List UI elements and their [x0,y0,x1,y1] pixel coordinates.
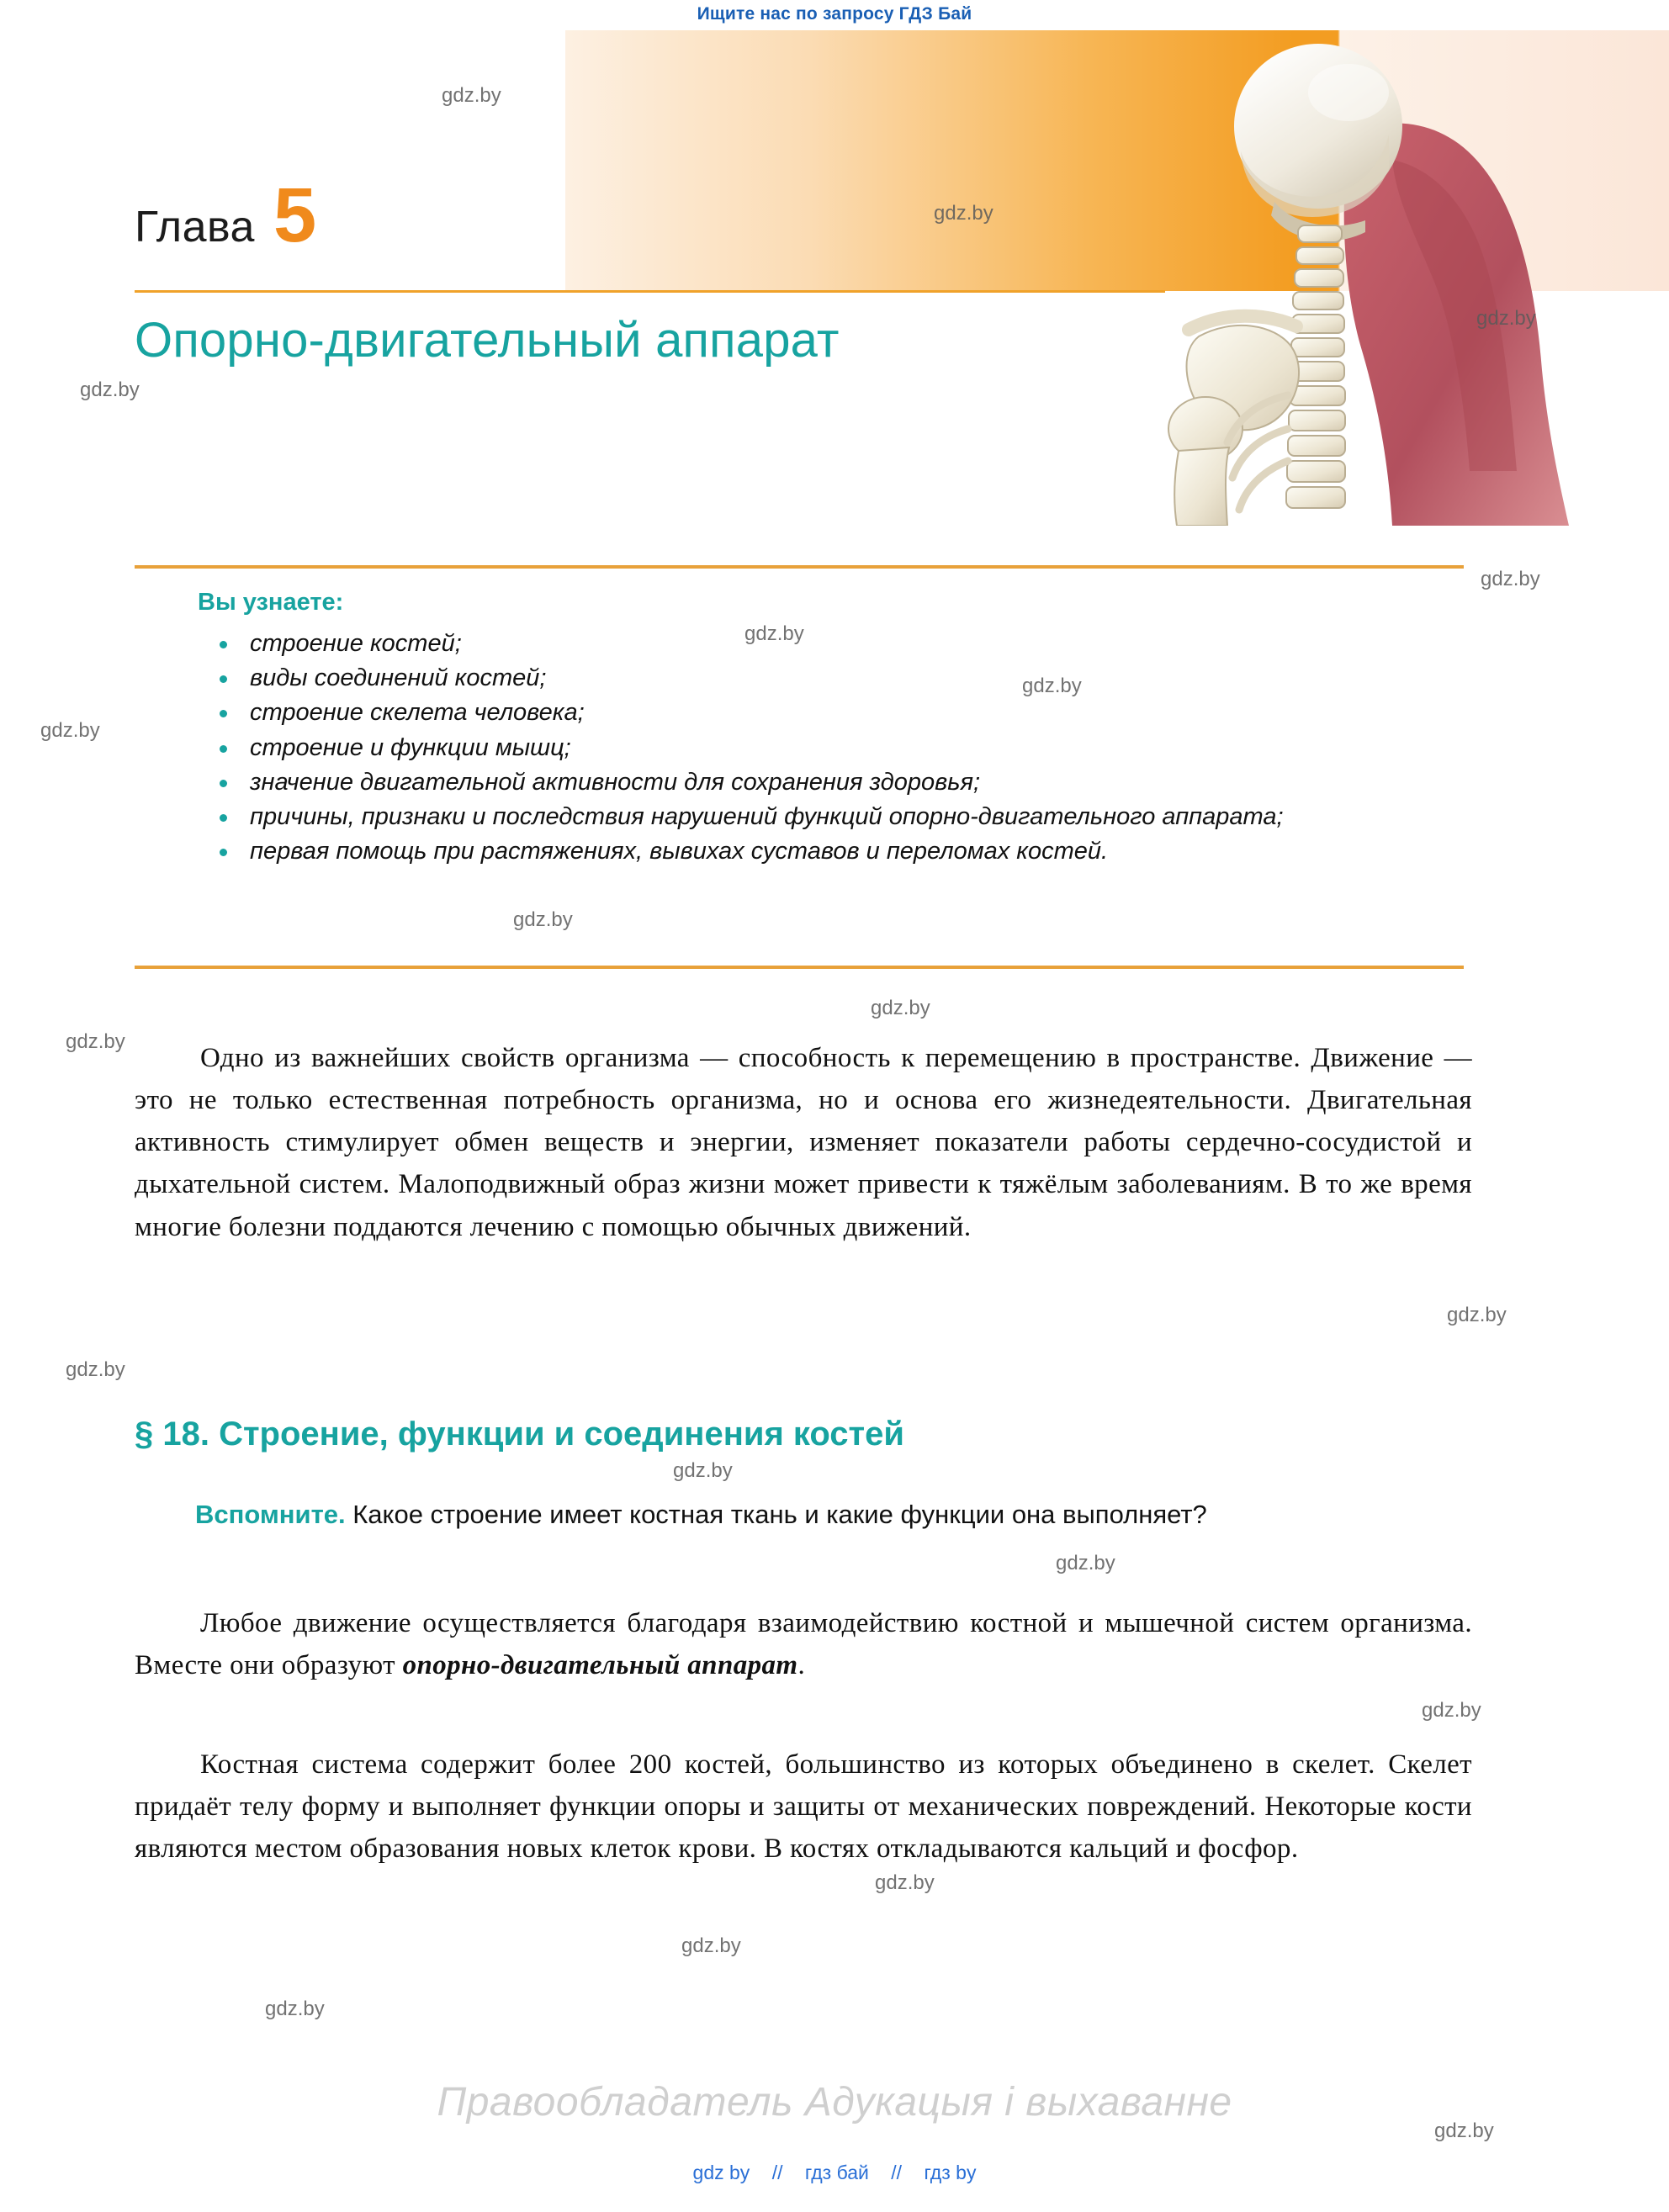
list-item: строение и функции мышц; [198,731,1468,765]
know-box-top-rule [135,565,1464,569]
search-prompt-banner: Ищите нас по запросу ГДЗ Бай [697,4,972,24]
copyright-footer: Правообладатель Адукацыя і выхаванне [437,2080,1232,2125]
know-box [198,589,1468,869]
section-heading: § 18. Строение, функции и соединения костей [135,1416,904,1453]
watermark: gdz.by [1056,1552,1115,1574]
watermark: gdz.by [934,202,993,225]
footer-separator-2: // [891,2162,903,2183]
footer-separator-1: // [771,2162,783,2183]
watermark: gdz.by [1422,1699,1481,1722]
body-paragraph-3: Костная система содержит более 200 костей, большинство из которых объединено в скелет. Скелет придаёт телу форму и выполняет функции опоры и защиты от механических повреждений. Некоторые кости являются местом образования новых клеток крови. В костях откладываются кальций и фосфор. [135,1749,1472,1865]
list-item: первая помощь при растяжениях, вывихах суставов и переломах костей. [198,834,1468,869]
chapter-heading [135,172,1161,258]
watermark: gdz.by [265,1998,325,2020]
watermark: gdz.by [1022,675,1082,697]
footer-links [0,2162,1669,2184]
know-box-title: Вы узнаете: [198,589,344,616]
intro-paragraph: Одно из важнейших свойств организма — способность к перемещению в пространстве. Движение — это не только естественная потребность организма, но и основа его жизнедеятельности. Двигательная активность стимулирует обмен веществ и энергии, изменяет показатели работы сердечно-сосудистой и дыхательной систем. Малоподвижный образ жизни может привести к тяжёлым заболеваниям. В то же время многие болезни поддаются лечению с помощью обычных движений. [135,1043,1472,1242]
watermark: gdz.by [681,1934,741,1957]
chapter-title: Опорно-двигательный аппарат [135,313,840,368]
watermark: gdz.by [513,908,573,931]
chapter-label: Глава [135,203,255,251]
footer-link-1[interactable]: gdz by [692,2162,750,2183]
watermark: gdz.by [744,622,804,645]
list-item: значение двигательной активности для сохранения здоровья; [198,765,1468,800]
term-musculoskeletal-system: опорно-двигательный аппарат [402,1650,798,1681]
watermark: gdz.by [442,84,501,107]
paragraph-2-text-a: Любое движение осуществляется благодаря взаимодействию костной и мышечной систем организма. Вместе они образуют [135,1608,1472,1681]
list-item: виды соединений костей; [198,661,1468,696]
recall-paragraph [135,1496,1472,1534]
recall-text: Какое строение имеет костная ткань и какие функции она выполняет? [345,1500,1207,1529]
footer-link-3[interactable]: гдз by [924,2162,977,2183]
watermark: gdz.by [1481,568,1540,590]
watermark: gdz.by [875,1871,935,1894]
watermark: gdz.by [1447,1304,1507,1326]
recall-label: Вспомните. [195,1500,346,1529]
body-paragraph-2 [135,1602,1472,1686]
watermark: gdz.by [66,1030,125,1053]
watermark: gdz.by [1476,307,1536,330]
watermark: gdz.by [80,378,140,401]
know-box-list [198,627,1468,869]
footer-link-2[interactable]: гдз бай [804,2162,869,2183]
list-item: строение скелета человека; [198,696,1468,730]
know-box-bottom-rule [135,966,1464,969]
watermark: gdz.by [1434,2119,1494,2142]
chapter-number: 5 [273,172,317,258]
watermark: gdz.by [66,1358,125,1381]
skeleton-illustration [1140,34,1577,526]
list-item: причины, признаки и последствия нарушений функций опорно-двигательного аппарата; [198,800,1468,834]
list-item: строение костей; [198,627,1468,661]
chapter-divider [135,290,1165,293]
watermark: gdz.by [40,719,100,742]
paragraph-2-text-b: . [797,1650,806,1681]
watermark: gdz.by [673,1459,733,1482]
watermark: gdz.by [871,997,930,1019]
